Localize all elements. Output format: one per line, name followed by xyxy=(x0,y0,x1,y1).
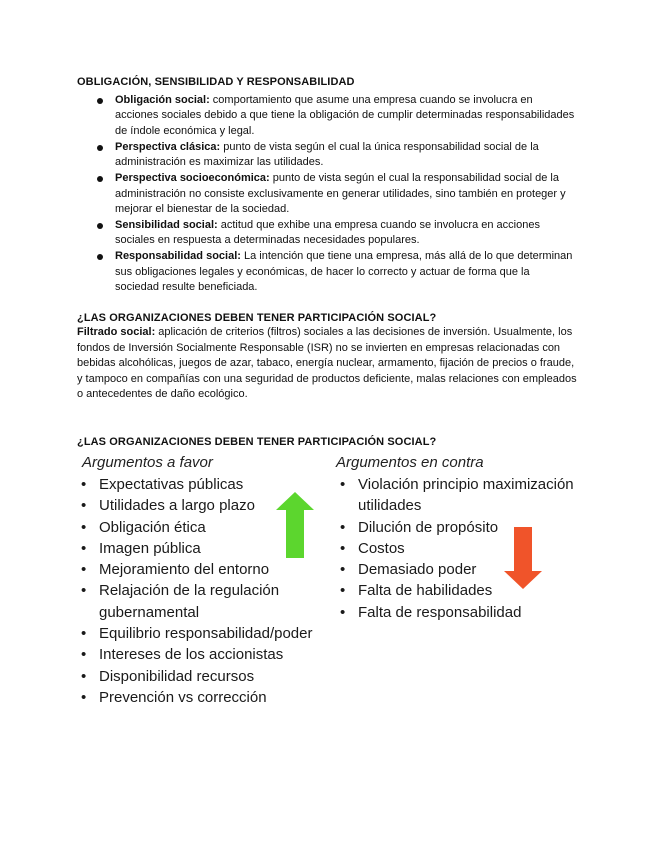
bullet-icon: • xyxy=(81,476,87,493)
contra-column-title: Argumentos en contra xyxy=(336,454,484,471)
bullet-dot-icon xyxy=(97,254,103,260)
definition-item xyxy=(96,140,576,171)
section-heading-argumentos: ¿LAS ORGANIZACIONES DEBEN TENER PARTICIPACIÓN SOCIAL? xyxy=(77,436,437,448)
favor-argument-item xyxy=(77,559,327,580)
definition-text: comportamiento que asume una empresa cuando se involucra en acciones sociales debido a que tiene la obligación de cumplir determinadas responsabilidades de índole económica y legal. xyxy=(115,94,575,137)
definition-item xyxy=(96,93,576,139)
bullet-icon: • xyxy=(340,539,346,557)
favor-argument-text: Relajación de la regulación gubernamental xyxy=(99,582,280,621)
favor-argument-item xyxy=(77,666,327,687)
arrow-up-icon xyxy=(276,492,314,558)
favor-argument-item xyxy=(77,644,327,665)
arrow-up-shape xyxy=(276,492,314,558)
section-heading-obligacion: OBLIGACIÓN, SENSIBILIDAD Y RESPONSABILIDAD xyxy=(77,76,355,88)
bullet-icon: • xyxy=(340,561,346,579)
favor-argument-item xyxy=(77,687,327,708)
bullet-icon: • xyxy=(340,603,346,621)
contra-argument-text: Demasiado poder xyxy=(358,561,477,579)
bullet-dot-icon xyxy=(97,176,103,182)
arrow-down-shape xyxy=(504,527,542,589)
bullet-icon: • xyxy=(340,518,346,536)
favor-argument-text: Mejoramiento del entorno xyxy=(99,561,270,579)
definition-term: Responsabilidad social: xyxy=(115,250,241,263)
bullet-icon: • xyxy=(81,667,87,685)
bullet-icon: • xyxy=(81,582,87,600)
definition-text: punto de vista según el cual la responsabilidad social de la administración no consiste exclusivamente en generar utilidades, sino también en proteger y mejorar el bienestar de la sociedad. xyxy=(115,172,566,216)
favor-argument-text: Utilidades a largo plazo xyxy=(99,497,255,515)
bullet-dot-icon xyxy=(97,145,103,151)
bullet-icon: • xyxy=(81,497,87,515)
arguments-slide-image xyxy=(77,452,577,704)
favor-argument-text: Equilibrio responsabilidad/poder xyxy=(99,625,313,643)
contra-argument-text: Violación principio maximización utilidades xyxy=(358,476,574,515)
definition-item xyxy=(96,171,576,217)
bullet-icon: • xyxy=(81,539,87,557)
filtrado-social-text: aplicación de criterios (filtros) sociales a las decisiones de inversión. Usualmente, los fondos de Inversión Socialmente Responsable (ISR) no se invierten en empresas relacionadas con bebidas alcohólicas, juegos de azar, tabaco, energía nuclear, armamento, fijación de precios o fraude, y tampoco en compañías con una seguridad de productos deficiente, malas relaciones con empleados o antecedentes de daño ecológico. xyxy=(77,326,577,401)
favor-argument-text: Prevención vs corrección xyxy=(99,688,267,706)
arrow-down-icon xyxy=(504,527,542,589)
definition-term: Perspectiva clásica: xyxy=(115,140,221,153)
bullet-icon: • xyxy=(340,582,346,600)
bullet-icon: • xyxy=(81,625,87,643)
contra-argument-item xyxy=(336,474,576,517)
definition-text: punto de vista según el cual la única responsabilidad social de la administración es maximizar las utilidades. xyxy=(115,140,539,169)
definition-text: La intención que tiene una empresa, más allá de lo que determinan sus obligaciones legales y económicas, de hacer lo correcto y actuar de forma que la sociedad resulte beneficiada. xyxy=(115,250,573,294)
definitions-list xyxy=(96,93,576,296)
bullet-icon: • xyxy=(81,561,87,579)
contra-argument-text: Falta de habilidades xyxy=(358,582,493,600)
contra-argument-text: Falta de responsabilidad xyxy=(358,603,522,621)
bullet-icon: • xyxy=(340,476,346,493)
favor-argument-item xyxy=(77,623,327,644)
favor-argument-text: Obligación ética xyxy=(99,518,206,536)
contra-argument-text: Dilución de propósito xyxy=(358,518,499,536)
bullet-dot-icon xyxy=(97,223,103,229)
filtrado-social-term: Filtrado social: xyxy=(77,326,156,338)
section-heading-participacion: ¿LAS ORGANIZACIONES DEBEN TENER PARTICIPACIÓN SOCIAL? xyxy=(77,312,437,324)
favor-column-title: Argumentos a favor xyxy=(82,454,213,471)
favor-argument-text: Disponibilidad recursos xyxy=(99,667,255,685)
contra-argument-item xyxy=(336,602,576,623)
filtrado-social-paragraph xyxy=(77,325,577,403)
definition-item xyxy=(96,249,576,295)
contra-argument-text: Costos xyxy=(358,539,405,557)
favor-argument-item xyxy=(77,580,327,623)
definition-item xyxy=(96,218,576,249)
definition-term: Obligación social: xyxy=(115,94,210,106)
bullet-dot-icon xyxy=(97,98,103,104)
definition-text: actitud que exhibe una empresa cuando se involucra en acciones sociales en respuesta a determinadas necesidades populares. xyxy=(115,219,540,247)
favor-argument-text: Intereses de los accionistas xyxy=(99,646,284,664)
bullet-icon: • xyxy=(81,518,87,536)
definition-term: Sensibilidad social: xyxy=(115,219,218,232)
definition-term: Perspectiva socioeconómica: xyxy=(115,172,270,185)
bullet-icon: • xyxy=(81,646,87,664)
bullet-icon: • xyxy=(81,688,87,706)
favor-argument-text: Expectativas públicas xyxy=(99,476,244,493)
favor-argument-text: Imagen pública xyxy=(99,539,201,557)
